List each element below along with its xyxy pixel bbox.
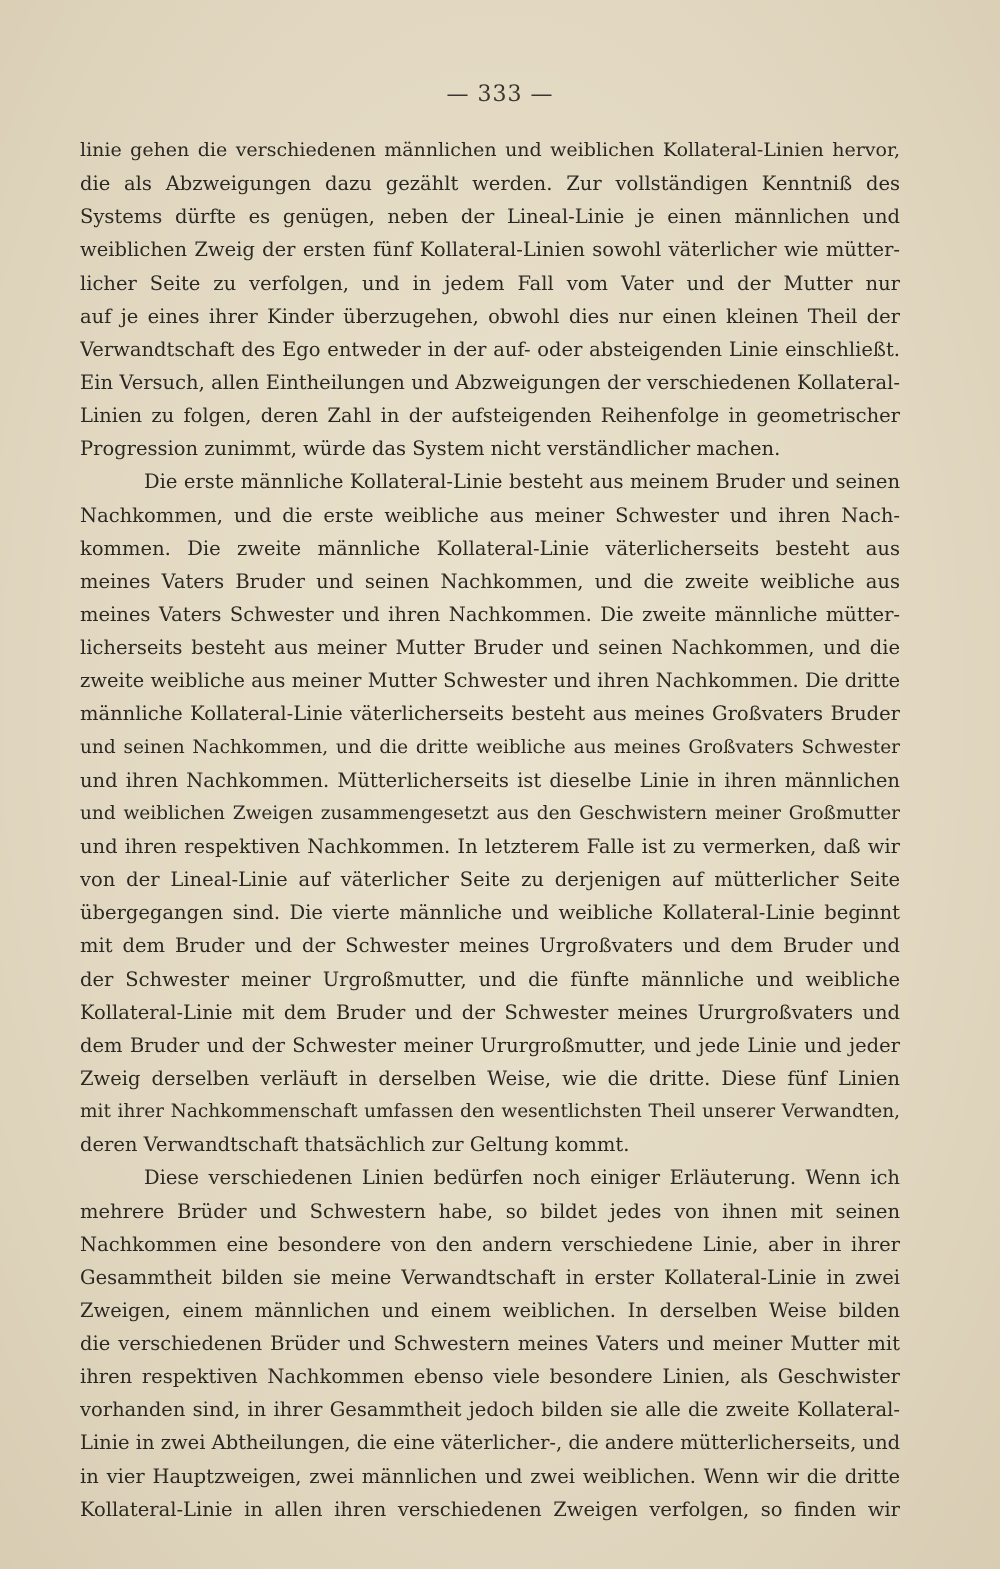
text-line: Zweigen, einem männlichen und einem weiblichen. In derselben Weise bilden bbox=[80, 1298, 900, 1322]
text-line: der Schwester meiner Urgroßmutter, und die fünfte männliche und weibliche bbox=[80, 967, 900, 991]
text-line: vorhanden sind, in ihrer Gesammtheit jedoch bilden sie alle die zweite Kollateral- bbox=[80, 1398, 900, 1422]
text-line: die als Abzweigungen dazu gezählt werden. Zur vollständigen Kenntniß des bbox=[80, 172, 900, 196]
text-line: meines Vaters Schwester und ihren Nachkommen. Die zweite männliche mütter- bbox=[80, 602, 900, 626]
text-line: licher Seite zu verfolgen, und in jedem Fall vom Vater und der Mutter nur bbox=[80, 271, 900, 295]
text-line: licherseits besteht aus meiner Mutter Bruder und seinen Nachkommen, und die bbox=[80, 636, 900, 660]
text-line: Zweig derselben verläuft in derselben Weise, wie die dritte. Diese fünf Linien bbox=[80, 1066, 900, 1090]
text-line: mit dem Bruder und der Schwester meines Urgroßvaters und dem Bruder und bbox=[80, 934, 900, 958]
text-line: Diese verschiedenen Linien bedürfen noch einiger Erläuterung. Wenn ich bbox=[144, 1166, 900, 1190]
text-line: und ihren Nachkommen. Mütterlicherseits ist dieselbe Linie in ihren männlichen bbox=[80, 768, 900, 792]
text-line: Systems dürfte es genügen, neben der Lineal-Linie je einen männlichen und bbox=[80, 205, 900, 229]
text-line: die verschiedenen Brüder und Schwestern meines Vaters und meiner Mutter mit bbox=[80, 1332, 900, 1356]
text-line: Nachkommen eine besondere von den andern verschiedene Linie, aber in ihrer bbox=[80, 1232, 900, 1256]
text-line: in vier Hauptzweigen, zwei männlichen und zwei weiblichen. Wenn wir die dritte bbox=[80, 1464, 900, 1488]
text-line: Progression zunimmt, würde das System nicht verständlicher machen. bbox=[80, 437, 781, 461]
text-line: dem Bruder und der Schwester meiner Ururgroßmutter, und jede Linie und jeder bbox=[80, 1033, 900, 1057]
text-line: zweite weibliche aus meiner Mutter Schwester und ihren Nachkommen. Die dritte bbox=[80, 669, 900, 693]
body-text bbox=[80, 134, 900, 1526]
text-line: linie gehen die verschiedenen männlichen und weiblichen Kollateral-Linien hervor, bbox=[80, 139, 900, 161]
text-line: Kollateral-Linie in allen ihren verschiedenen Zweigen verfolgen, so finden wir bbox=[80, 1497, 900, 1521]
text-line: kommen. Die zweite männliche Kollateral-Linie väterlicherseits besteht aus bbox=[80, 536, 900, 560]
text-line: und ihren respektiven Nachkommen. In letzterem Falle ist zu vermerken, daß wir bbox=[80, 834, 900, 858]
text-line: auf je eines ihrer Kinder überzugehen, obwohl dies nur einen kleinen Theil der bbox=[80, 304, 900, 328]
text-line: deren Verwandtschaft thatsächlich zur Geltung kommt. bbox=[80, 1133, 630, 1157]
text-line: und seinen Nachkommen, und die dritte weibliche aus meines Großvaters Schwester bbox=[80, 736, 900, 758]
text-line: von der Lineal-Linie auf väterlicher Seite zu derjenigen auf mütterlicher Seite bbox=[80, 868, 900, 892]
text-line: ihren respektiven Nachkommen ebenso viele besondere Linien, als Geschwister bbox=[80, 1365, 900, 1389]
text-line: mit ihrer Nachkommenschaft umfassen den wesentlichsten Theil unserer Verwandten, bbox=[80, 1101, 900, 1123]
text-line: mehrere Brüder und Schwestern habe, so bildet jedes von ihnen mit seinen bbox=[80, 1199, 900, 1223]
text-line: Kollateral-Linie mit dem Bruder und der Schwester meines Ururgroßvaters und bbox=[80, 1000, 900, 1024]
text-line: Linien zu folgen, deren Zahl in der aufsteigenden Reihenfolge in geometrischer bbox=[80, 404, 900, 428]
page-number: — 333 — bbox=[446, 82, 554, 107]
text-line: weiblichen Zweig der ersten fünf Kollateral-Linien sowohl väterlicher wie mütter- bbox=[80, 238, 900, 262]
text-line: und weiblichen Zweigen zusammengesetzt aus den Geschwistern meiner Großmutter bbox=[80, 802, 900, 824]
text-line: Ein Versuch, allen Eintheilungen und Abzweigungen der verschiedenen Kollateral- bbox=[80, 370, 900, 394]
text-line: Verwandtschaft des Ego entweder in der auf- oder absteigenden Linie einschließt. bbox=[80, 337, 900, 361]
text-line: übergegangen sind. Die vierte männliche und weibliche Kollateral-Linie beginnt bbox=[80, 901, 900, 925]
text-line: Nachkommen, und die erste weibliche aus meiner Schwester und ihren Nach- bbox=[80, 503, 900, 527]
text-line: Die erste männliche Kollateral-Linie besteht aus meinem Bruder und seinen bbox=[144, 470, 900, 494]
text-line: Linie in zwei Abtheilungen, die eine väterlicher-, die andere mütterlicherseits, und bbox=[80, 1431, 900, 1455]
text-line: männliche Kollateral-Linie väterlicherseits besteht aus meines Großvaters Bruder bbox=[80, 702, 900, 726]
text-line: Gesammtheit bilden sie meine Verwandtschaft in erster Kollateral-Linie in zwei bbox=[80, 1265, 900, 1289]
text-line: meines Vaters Bruder und seinen Nachkommen, und die zweite weibliche aus bbox=[80, 569, 900, 593]
